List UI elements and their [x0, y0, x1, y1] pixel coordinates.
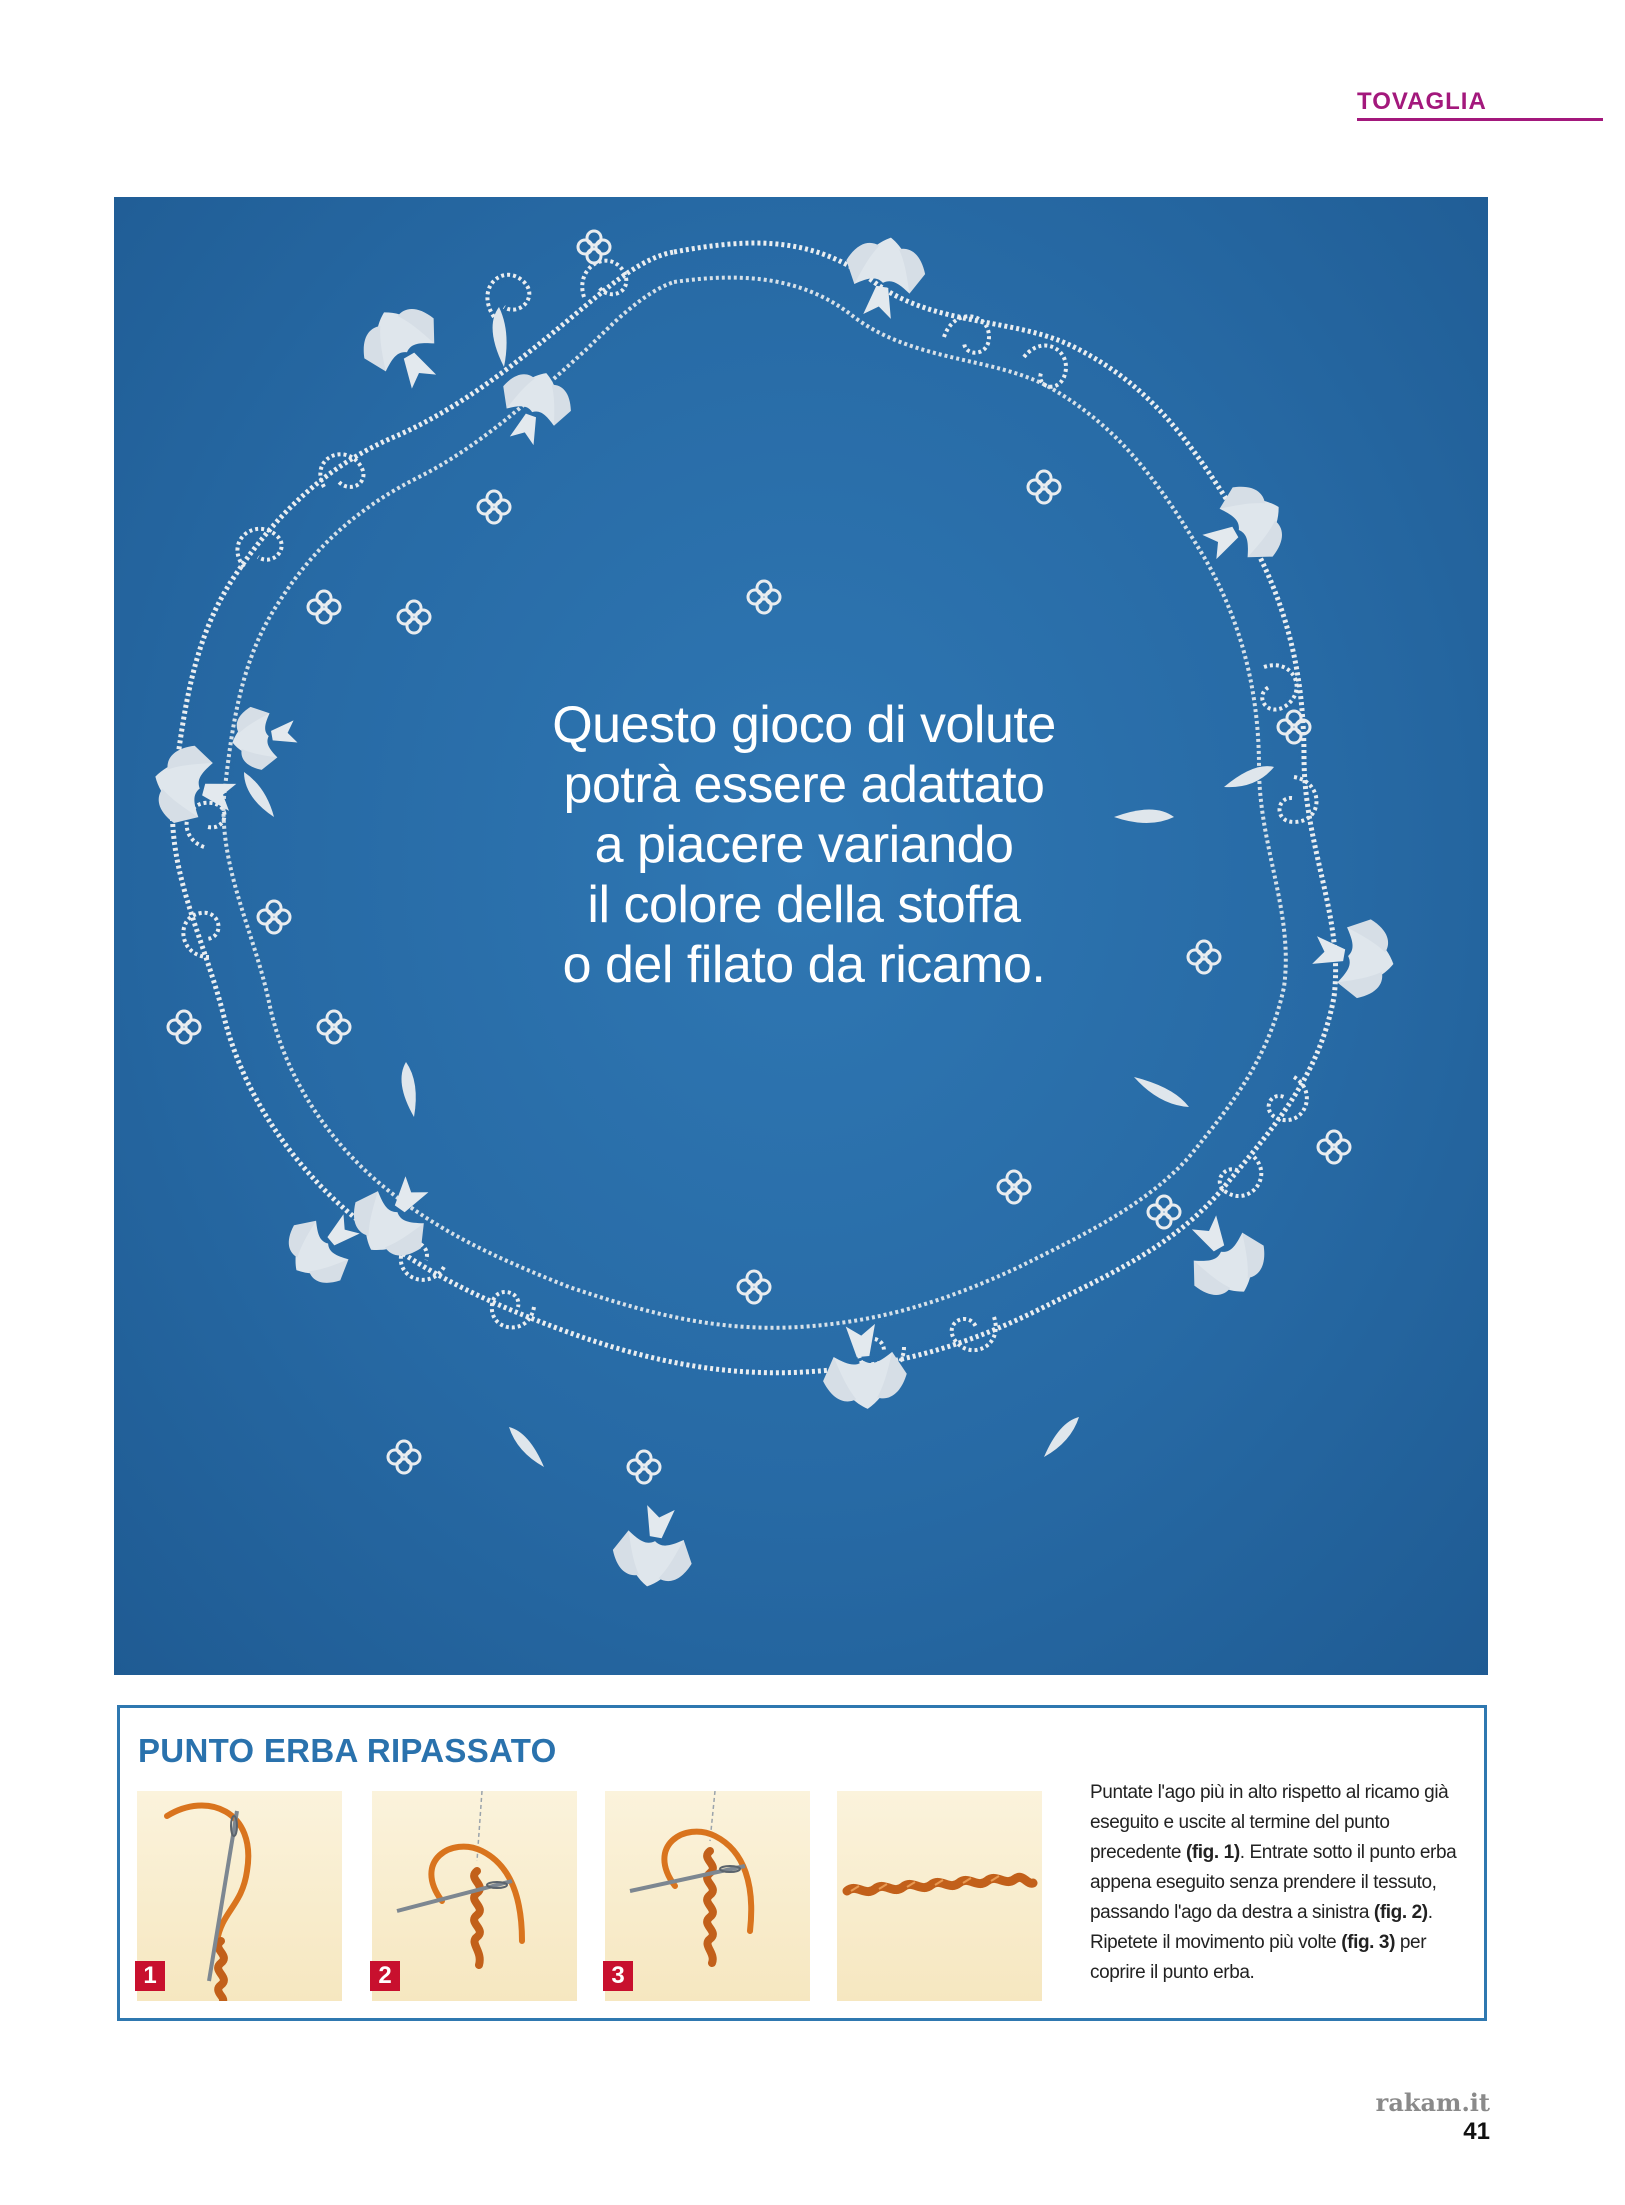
- stitch-figure-3: [605, 1791, 810, 2001]
- instruction-text: Puntate l'ago più in alto rispetto al ricamo già eseguito e uscite al termine del punto precedente: [1090, 1782, 1449, 1863]
- finished-stitch-illustration: [837, 1791, 1042, 2001]
- caption-line: il colore della stoffa: [587, 876, 1021, 934]
- caption-line: Questo gioco di volute: [552, 696, 1056, 754]
- embroidery-photo: [114, 197, 1488, 1675]
- stitch-instructions-box: [117, 1705, 1487, 2021]
- photo-caption: [484, 695, 1124, 995]
- caption-line: potrà essere adattato: [563, 756, 1045, 814]
- figure-number-badge: 1: [135, 1961, 165, 1991]
- page-footer: [1350, 2088, 1490, 2146]
- section-tag: [1357, 86, 1603, 121]
- stitch-figure-finished: [837, 1791, 1042, 2001]
- caption-line: o del filato da ricamo.: [562, 936, 1046, 994]
- stitch-instructions-text: [1090, 1778, 1470, 1988]
- stitch-box-title: PUNTO ERBA RIPASSATO: [138, 1732, 557, 1769]
- stitch-figure-2-illustration: [372, 1791, 577, 2001]
- stitch-figure-3-illustration: [605, 1791, 810, 2001]
- figure-number-badge: 3: [603, 1961, 633, 1991]
- page-number: 41: [1463, 2118, 1490, 2145]
- figure-reference: (fig. 2): [1373, 1902, 1428, 1923]
- stitch-figure-1-illustration: [137, 1791, 342, 2001]
- figure-reference: (fig. 3): [1341, 1932, 1396, 1953]
- caption-line: a piacere variando: [594, 816, 1014, 874]
- section-tag-label: TOVAGLIA: [1357, 88, 1487, 115]
- stitch-figure-2: [372, 1791, 577, 2001]
- instruction-text: . Ripetete il movimento più volte: [1090, 1902, 1433, 1953]
- figure-number-badge: 2: [370, 1961, 400, 1991]
- site-name: rakam.it: [1375, 2088, 1490, 2117]
- figure-reference: (fig. 1): [1185, 1842, 1240, 1863]
- instruction-text: per coprire il punto erba.: [1090, 1932, 1427, 1983]
- stitch-figure-1: [137, 1791, 342, 2001]
- instruction-text: . Entrate sotto il punto erba appena eseguito senza prendere il tessuto, passando l'ago da destra a sinistra: [1090, 1842, 1457, 1923]
